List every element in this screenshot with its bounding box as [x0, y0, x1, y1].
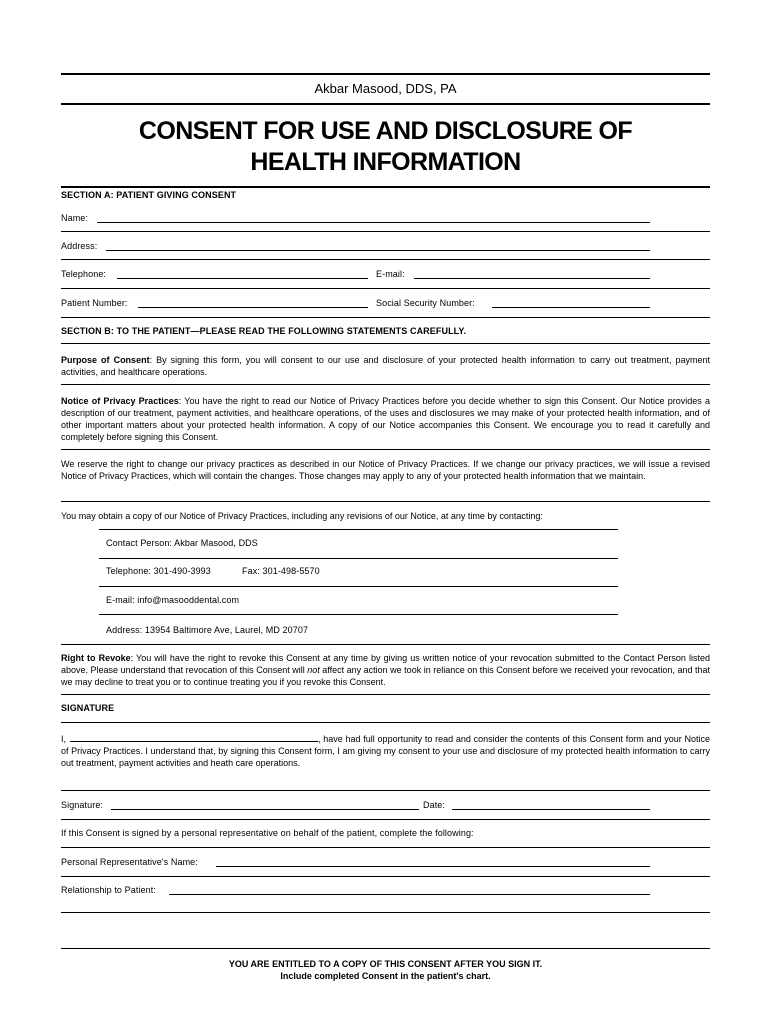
purpose-text: : By signing this form, you will consent to our use and disclosure of your protected health information to carry out treatment, payment activities, and healthcare operations.	[61, 355, 711, 377]
relationship-field[interactable]	[169, 894, 650, 895]
purpose-title: Purpose of Consent	[61, 355, 150, 365]
revoke-not: not	[307, 665, 320, 675]
row-rule	[61, 876, 710, 877]
row-rule	[61, 847, 710, 848]
signature-label: Signature:	[61, 800, 104, 810]
contact-email: E-mail: info@masooddental.com	[106, 595, 240, 605]
email-label: E-mail:	[376, 269, 405, 279]
telephone-field[interactable]	[117, 278, 368, 279]
ssn-label: Social Security Number:	[376, 298, 475, 308]
contact-rule	[99, 586, 618, 587]
name-field[interactable]	[97, 222, 650, 223]
contact-rule	[99, 558, 618, 559]
statement-text: , have had full opportunity to read and consider the contents of this Consent form and your Notice of Privacy Practices. I understand that, by signing this Consent form, I am giving my consent to your use and disclosure of my protected health information to carry out treatment, payment activities and heath care operations.	[61, 734, 710, 768]
contact-address: Address: 13954 Baltimore Ave, Laurel, MD 20707	[106, 625, 309, 635]
patient-name-blank[interactable]	[70, 732, 318, 742]
contact-person: Contact Person: Akbar Masood, DDS	[106, 538, 258, 548]
row-rule	[61, 912, 710, 913]
email-field[interactable]	[414, 278, 650, 279]
title-line-1: CONSENT FOR USE AND DISCLOSURE OF	[138, 117, 633, 145]
row-rule	[61, 501, 710, 502]
row-rule	[61, 343, 710, 344]
footer-line-1: YOU ARE ENTITLED TO A COPY OF THIS CONSENT AFTER YOU SIGN IT.	[228, 959, 543, 969]
row-rule	[61, 722, 710, 723]
contact-fax: Fax: 301-498-5570	[242, 566, 320, 576]
contact-telephone: Telephone: 301-490-3993	[106, 566, 211, 576]
signature-heading: SIGNATURE	[61, 703, 115, 713]
row-rule	[61, 317, 710, 318]
contact-rule	[99, 614, 618, 615]
signature-field[interactable]	[111, 809, 419, 810]
row-rule	[61, 644, 710, 645]
relationship-label: Relationship to Patient:	[61, 885, 156, 895]
reserve-paragraph: We reserve the right to change our privacy practices as described in our Notice of Privacy Practices. If we change our privacy practices, we will issue a revised Notice of Privacy Practices, which will contain the changes. Those changes may apply to any of your protected health information that we maintain.	[61, 459, 710, 481]
row-rule	[61, 790, 710, 791]
name-label: Name:	[61, 213, 89, 223]
footer-line-2: Include completed Consent in the patient's chart.	[280, 971, 491, 981]
patient-number-field[interactable]	[138, 307, 368, 308]
revoke-text-2: affect any action we took in reliance on this Consent before we received your revocation, and that we may decline to treat you or to continue treating you if you revoke this Consent.	[61, 665, 710, 687]
row-rule	[61, 288, 710, 289]
contact-rule	[99, 529, 618, 530]
page-title	[61, 116, 710, 178]
patient-number-label: Patient Number:	[61, 298, 128, 308]
title-line-2: HEALTH INFORMATION	[250, 148, 521, 176]
date-field[interactable]	[452, 809, 650, 810]
row-rule	[61, 384, 710, 385]
i-prefix: I,	[61, 734, 67, 744]
row-rule	[61, 694, 710, 695]
notice-paragraph	[61, 395, 710, 443]
row-rule	[61, 231, 710, 232]
statement-paragraph	[61, 732, 710, 769]
revoke-paragraph	[61, 652, 710, 688]
purpose-paragraph	[61, 354, 710, 378]
section-b-heading: SECTION B: TO THE PATIENT—PLEASE READ THE FOLLOWING STATEMENTS CAREFULLY.	[61, 326, 467, 336]
top-rule	[61, 73, 710, 75]
ssn-field[interactable]	[492, 307, 650, 308]
obtain-paragraph: You may obtain a copy of our Notice of Privacy Practices, including any revisions of our Notice, at any time by contacting:	[61, 511, 543, 521]
rep-name-label: Personal Representative's Name:	[61, 857, 198, 867]
address-label: Address:	[61, 241, 98, 251]
row-rule	[61, 819, 710, 820]
rep-name-field[interactable]	[216, 866, 650, 867]
practice-name: Akbar Masood, DDS, PA	[314, 81, 457, 96]
representative-note: If this Consent is signed by a personal representative on behalf of the patient, complete the following:	[61, 828, 474, 838]
revoke-text-1: : You will have the right to revoke this Consent at any time by giving us written notice of your revocation submitted to the Contact Person listed above. Please understand that revocation of this Consent will	[61, 653, 710, 675]
section-a-heading: SECTION A: PATIENT GIVING CONSENT	[61, 190, 237, 200]
header-rule	[61, 103, 710, 105]
notice-text: : You have the right to read our Notice of Privacy Practices before you decide whether to sign this Consent. Our Notice provides a description of our treatment, payment activities, and healthcare operations, of the uses and disclosures we may make of your protected health information, and of other important matters about your protected health information. A copy of our Notice accompanies this Consent. We encourage you to read it carefully and completely before signing this Consent.	[61, 396, 711, 442]
row-rule	[61, 259, 710, 260]
footer	[61, 958, 710, 982]
row-rule	[61, 449, 710, 450]
revoke-title: Right to Revoke	[61, 653, 131, 663]
notice-title: Notice of Privacy Practices	[61, 396, 179, 406]
telephone-label: Telephone:	[61, 269, 107, 279]
title-rule	[61, 186, 710, 188]
address-field[interactable]	[106, 250, 650, 251]
footer-rule	[61, 948, 710, 949]
date-label: Date:	[423, 800, 446, 810]
